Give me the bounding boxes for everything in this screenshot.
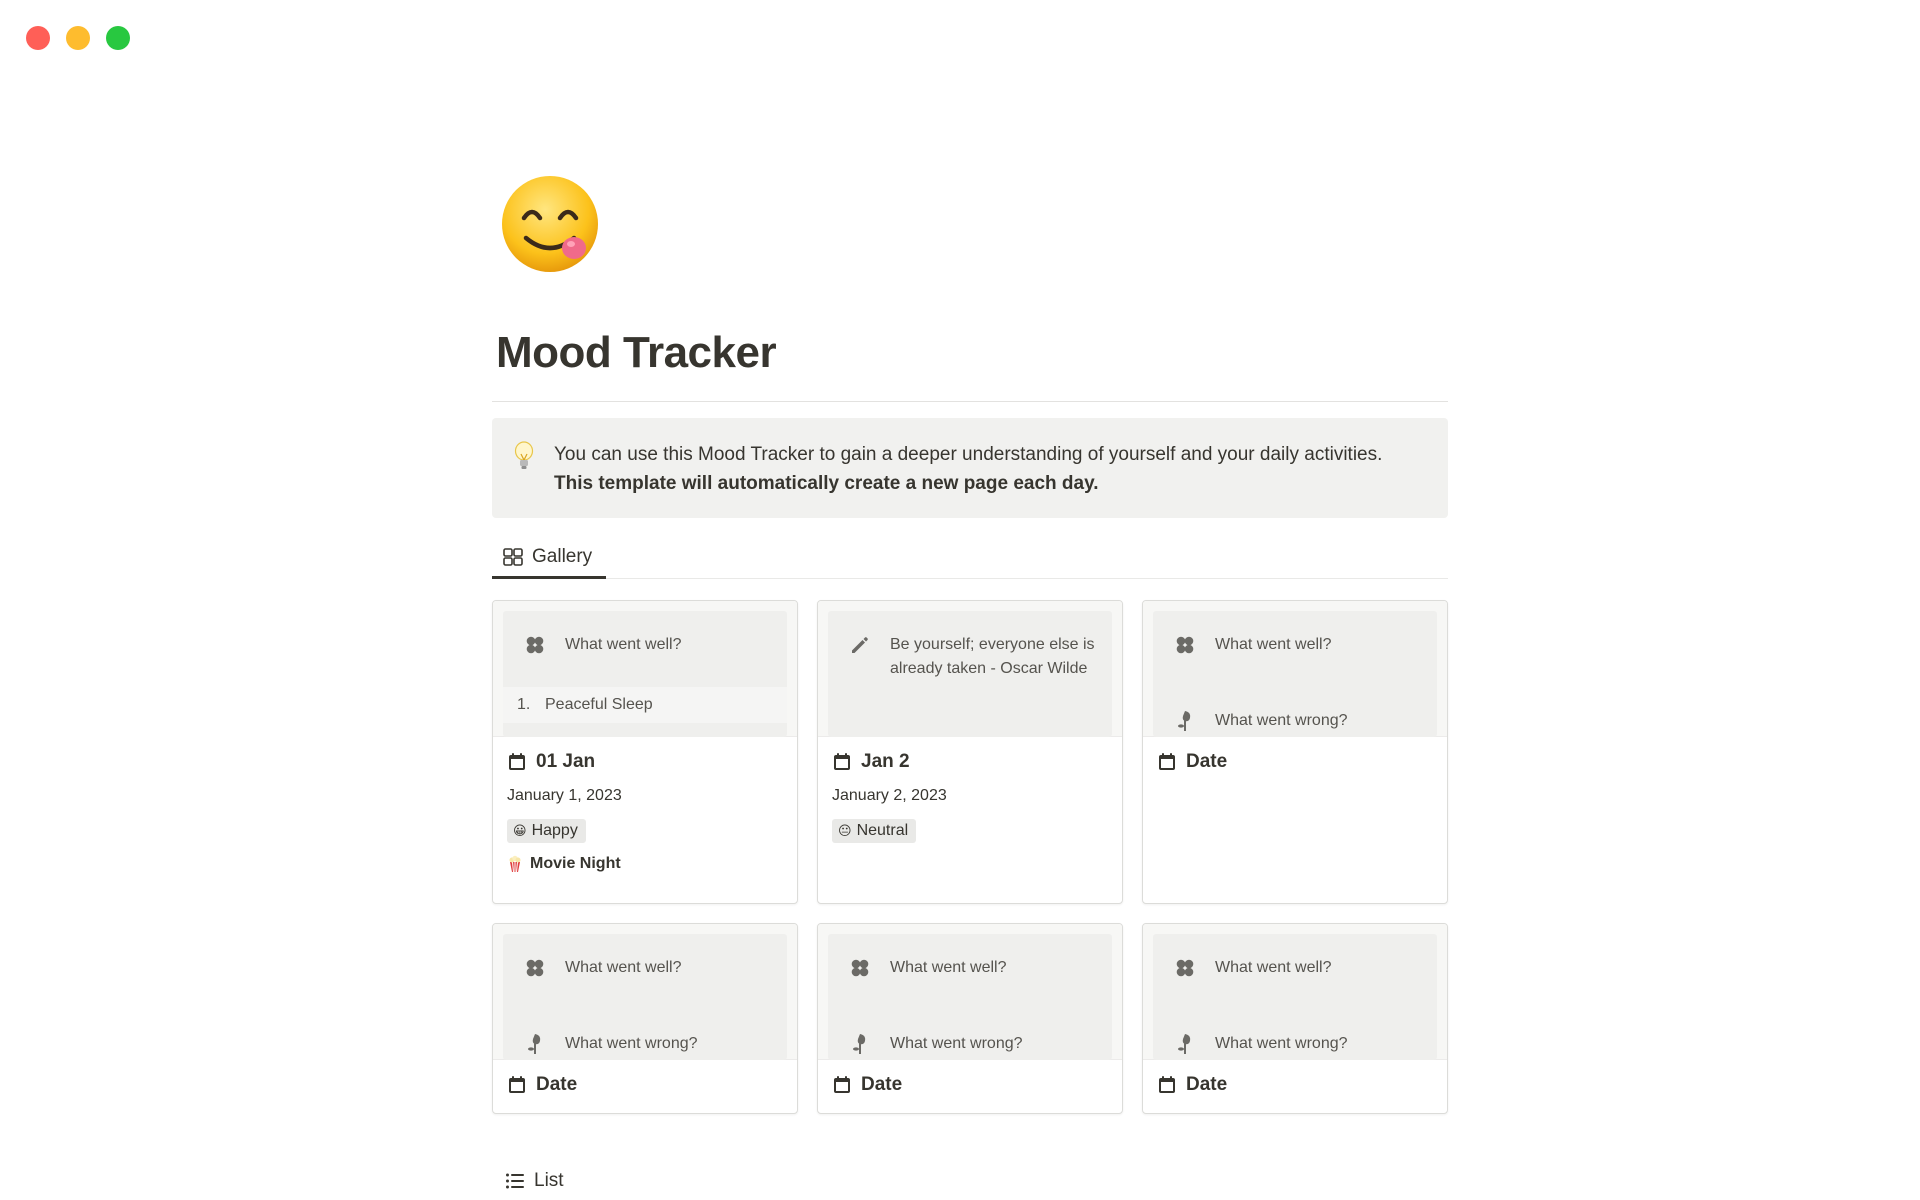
minimize-window-button[interactable] xyxy=(66,26,90,50)
four-leaf-clover-icon xyxy=(1173,633,1197,657)
pencil-icon xyxy=(848,633,872,657)
what-went-wrong-row: What went wrong? xyxy=(1173,709,1348,733)
mood-tag: 😀 Happy xyxy=(507,819,586,843)
list-item: 1. Peaceful Sleep xyxy=(503,687,787,723)
page-title[interactable]: Mood Tracker xyxy=(496,328,777,377)
four-leaf-clover-icon xyxy=(1173,956,1197,980)
calendar-icon xyxy=(832,752,852,772)
card-cover xyxy=(818,601,1122,737)
callout-text: You can use this Mood Tracker to gain a deeper understanding of yourself and your daily activities. xyxy=(554,444,1383,465)
card-cover xyxy=(493,924,797,1060)
four-leaf-clover-icon xyxy=(848,956,872,980)
gallery-card-jan-2[interactable] xyxy=(817,600,1123,904)
card-cover xyxy=(1143,601,1447,737)
popcorn-icon xyxy=(507,855,523,873)
quote-row: Be yourself; everyone else is already taken - Oscar Wilde xyxy=(848,633,1098,681)
wilted-flower-icon xyxy=(1173,709,1197,733)
gallery-card-01-jan[interactable] xyxy=(492,600,798,904)
card-title: 01 Jan xyxy=(507,749,783,775)
card-cover xyxy=(1143,924,1447,1060)
what-went-well-row: What went well? xyxy=(523,633,682,657)
wilted-flower-icon xyxy=(1173,1032,1197,1056)
what-went-wrong-row: What went wrong? xyxy=(523,1032,698,1056)
tab-gallery[interactable] xyxy=(492,537,606,579)
close-window-button[interactable] xyxy=(26,26,50,50)
what-went-well-row: What went well? xyxy=(1173,956,1332,980)
maximize-window-button[interactable] xyxy=(106,26,130,50)
gallery-card-date[interactable] xyxy=(817,923,1123,1114)
gallery-card-date[interactable] xyxy=(1142,923,1448,1114)
view-tabs xyxy=(492,537,1448,579)
what-went-well-row: What went well? xyxy=(848,956,1007,980)
tab-gallery-label: Gallery xyxy=(532,545,593,567)
four-leaf-clover-icon xyxy=(523,633,547,657)
gallery-card-date[interactable] xyxy=(492,923,798,1114)
card-title: Date xyxy=(1157,1072,1433,1098)
four-leaf-clover-icon xyxy=(523,956,547,980)
list-view-label: List xyxy=(534,1170,564,1191)
gallery-card-date[interactable] xyxy=(1142,600,1448,904)
window-controls xyxy=(26,26,130,50)
what-went-wrong-row: What went wrong? xyxy=(848,1032,1023,1056)
what-went-wrong-row: What went wrong? xyxy=(1173,1032,1348,1056)
card-title: Date xyxy=(832,1072,1108,1098)
calendar-icon xyxy=(507,752,527,772)
card-title: Jan 2 xyxy=(832,749,1108,775)
calendar-icon xyxy=(832,1075,852,1095)
card-title: Date xyxy=(507,1072,783,1098)
calendar-icon xyxy=(1157,752,1177,772)
page-icon[interactable] xyxy=(500,172,604,276)
list-icon xyxy=(504,1170,526,1192)
callout-block[interactable] xyxy=(492,418,1448,518)
activity-relation[interactable]: Movie Night xyxy=(507,853,783,875)
lightbulb-icon xyxy=(512,440,536,472)
card-date: January 2, 2023 xyxy=(832,787,947,804)
card-title: Date xyxy=(1157,749,1433,775)
what-went-well-row: What went well? xyxy=(523,956,682,980)
yum-face-emoji-icon xyxy=(500,172,604,276)
mood-tag: 😐 Neutral xyxy=(832,819,916,843)
what-went-well-row: What went well? xyxy=(1173,633,1332,657)
list-view-heading[interactable] xyxy=(504,1170,564,1192)
card-date: January 1, 2023 xyxy=(507,787,622,804)
card-cover xyxy=(818,924,1122,1060)
wilted-flower-icon xyxy=(848,1032,872,1056)
callout-bold-text: This template will automatically create a new page each day. xyxy=(554,473,1099,494)
calendar-icon xyxy=(1157,1075,1177,1095)
card-cover xyxy=(493,601,797,737)
calendar-icon xyxy=(507,1075,527,1095)
wilted-flower-icon xyxy=(523,1032,547,1056)
gallery-grid-icon xyxy=(502,546,524,568)
title-divider xyxy=(492,401,1448,402)
